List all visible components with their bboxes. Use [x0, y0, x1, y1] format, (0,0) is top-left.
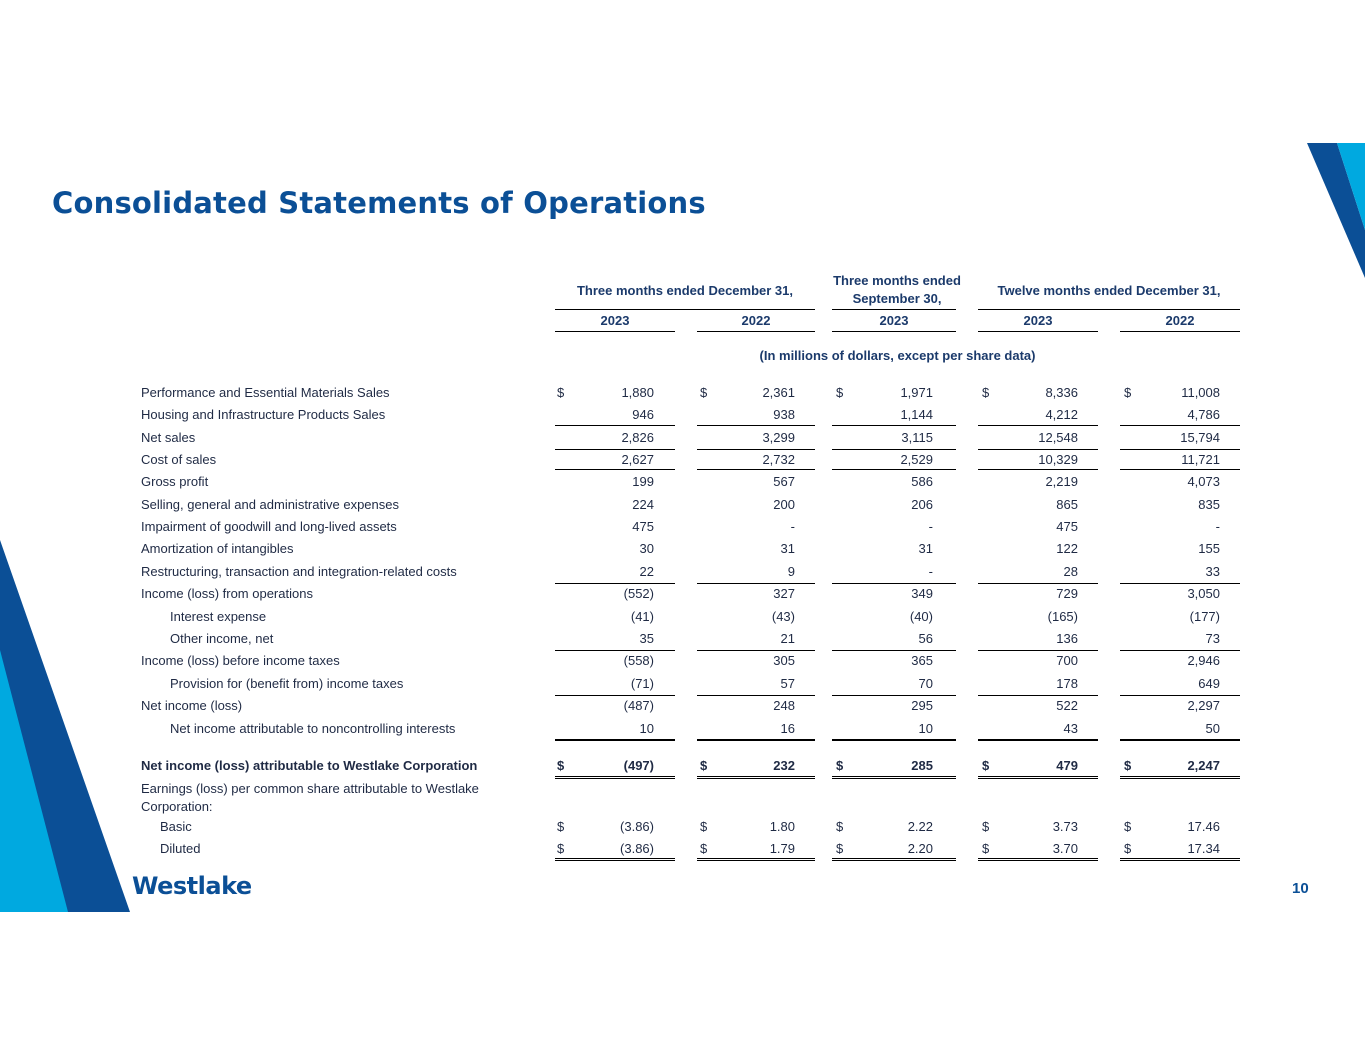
table-cell: 1,880	[621, 385, 654, 400]
dollar-sign: $	[982, 841, 990, 856]
table-cell: 1,971	[900, 385, 933, 400]
table-cell: 17.46	[1187, 819, 1220, 834]
year-col-1: 2023	[600, 313, 630, 328]
dollar-sign: $	[1124, 385, 1132, 400]
row-label: Performance and Essential Materials Sales	[141, 385, 390, 400]
table-cell: 1.80	[769, 819, 795, 834]
header-twelve-months-dec: Twelve months ended December 31,	[997, 283, 1221, 298]
row-label: Housing and Infrastructure Products Sales	[141, 407, 386, 422]
row-rule	[697, 650, 815, 651]
table-cell: 567	[773, 474, 795, 489]
table-cell: 522	[1056, 698, 1078, 713]
table-cell: 4,786	[1187, 407, 1220, 422]
header-rule	[978, 309, 1240, 310]
row-label: Selling, general and administrative expenses	[141, 497, 399, 512]
table-cell: (43)	[771, 609, 795, 624]
year-col-4: 2023	[1023, 313, 1053, 328]
header-rule	[555, 309, 815, 310]
table-cell: 12,548	[1038, 430, 1078, 445]
row-rule	[697, 858, 815, 864]
row-rule	[555, 739, 675, 741]
table-cell: 2,732	[762, 452, 795, 467]
table-cell: 200	[773, 497, 795, 512]
row-rule	[1120, 650, 1240, 651]
year-rule	[832, 331, 956, 332]
table-cell: 22	[639, 564, 654, 579]
dollar-sign: $	[836, 819, 844, 834]
year-rule	[697, 331, 815, 332]
table-cell: 70	[918, 676, 933, 691]
table-cell: 2.20	[907, 841, 933, 856]
dollar-sign: $	[982, 819, 990, 834]
table-cell: 28	[1063, 564, 1078, 579]
table-cell: 248	[773, 698, 795, 713]
row-label: Gross profit	[141, 474, 209, 489]
row-rule	[697, 739, 815, 741]
table-cell: 2,946	[1187, 653, 1220, 668]
dollar-sign: $	[557, 758, 565, 773]
table-cell: 10	[918, 721, 933, 736]
table-cell: 2,247	[1187, 758, 1220, 773]
row-rule	[555, 695, 675, 696]
table-cell: (40)	[909, 609, 933, 624]
table-cell: 835	[1198, 497, 1220, 512]
table-cell: 479	[1056, 758, 1078, 773]
dollar-sign: $	[836, 841, 844, 856]
table-cell: 224	[632, 497, 654, 512]
row-label: Other income, net	[170, 631, 274, 646]
year-rule	[1120, 331, 1240, 332]
dollar-sign: $	[982, 758, 990, 773]
row-rule	[832, 583, 956, 584]
table-cell: 199	[632, 474, 654, 489]
westlake-logo	[132, 872, 252, 900]
dollar-sign: $	[557, 385, 565, 400]
table-cell: 178	[1056, 676, 1078, 691]
row-label: Amortization of intangibles	[141, 541, 294, 556]
eps-label-line2: Corporation:	[141, 799, 213, 814]
table-cell: 35	[639, 631, 654, 646]
eps-row-label: Basic	[160, 819, 192, 834]
row-rule	[1120, 739, 1240, 741]
row-label: Cost of sales	[141, 452, 217, 467]
row-rule	[978, 650, 1098, 651]
table-cell: 10	[639, 721, 654, 736]
row-label: Interest expense	[170, 609, 267, 624]
row-rule	[697, 583, 815, 584]
header-three-months-dec: Three months ended December 31,	[576, 283, 793, 298]
row-rule	[978, 776, 1098, 782]
table-cell: (165)	[1047, 609, 1078, 624]
logo-text: Westlake	[132, 872, 252, 900]
table-cell: 56	[918, 631, 933, 646]
dollar-sign: $	[557, 819, 565, 834]
table-cell: 285	[911, 758, 933, 773]
eps-row-label: Diluted	[160, 841, 201, 856]
row-rule	[832, 449, 956, 450]
table-cell: 17.34	[1187, 841, 1220, 856]
table-cell: 155	[1198, 541, 1220, 556]
table-cell: 9	[787, 564, 795, 579]
table-cell: 136	[1056, 631, 1078, 646]
table-cell: 1,144	[900, 407, 933, 422]
row-rule	[697, 776, 815, 782]
table-cell: 938	[773, 407, 795, 422]
table-cell: 3.73	[1052, 819, 1078, 834]
row-rule	[1120, 449, 1240, 450]
row-rule	[1120, 469, 1240, 470]
row-rule	[555, 583, 675, 584]
row-rule	[555, 449, 675, 450]
table-cell: -	[790, 519, 795, 534]
table-cell: 31	[780, 541, 795, 556]
row-rule	[832, 425, 956, 426]
table-cell: 2.22	[907, 819, 933, 834]
year-col-2: 2022	[741, 313, 771, 328]
row-rule	[1120, 858, 1240, 864]
table-cell: 649	[1198, 676, 1220, 691]
table-cell: (71)	[630, 676, 654, 691]
row-rule	[832, 739, 956, 741]
table-cell: 122	[1056, 541, 1078, 556]
table-cell: 475	[632, 519, 654, 534]
row-rule	[978, 449, 1098, 450]
table-cell: 4,212	[1045, 407, 1078, 422]
page-title: Consolidated Statements of Operations	[52, 186, 706, 220]
table-cell: 11,008	[1181, 385, 1220, 400]
row-rule	[697, 449, 815, 450]
table-cell: 4,073	[1187, 474, 1220, 489]
row-rule	[978, 583, 1098, 584]
table-cell: -	[928, 564, 933, 579]
row-rule	[697, 469, 815, 470]
year-col-3: 2023	[879, 313, 909, 328]
year-col-5: 2022	[1165, 313, 1195, 328]
table-cell: 57	[780, 676, 795, 691]
dollar-sign: $	[557, 841, 565, 856]
dollar-sign: $	[700, 758, 708, 773]
table-cell: 946	[632, 407, 654, 422]
row-rule	[1120, 776, 1240, 782]
dollar-sign: $	[836, 385, 844, 400]
table-cell: (41)	[630, 609, 654, 624]
table-cell: 2,529	[900, 452, 933, 467]
dollar-sign: $	[700, 819, 708, 834]
table-cell: 33	[1205, 564, 1220, 579]
table-cell: 10,329	[1038, 452, 1078, 467]
dollar-sign: $	[700, 385, 708, 400]
table-cell: 16	[780, 721, 795, 736]
row-rule	[978, 858, 1098, 864]
table-cell: 206	[911, 497, 933, 512]
header-three-months-sep-line1: Three months ended	[833, 273, 961, 288]
table-cell: 15,794	[1180, 430, 1220, 445]
row-rule	[555, 469, 675, 470]
table-cell: 475	[1056, 519, 1078, 534]
table-cell: 2,361	[762, 385, 795, 400]
row-rule	[832, 695, 956, 696]
dollar-sign: $	[836, 758, 844, 773]
row-rule	[1120, 425, 1240, 426]
table-cell: (497)	[623, 758, 654, 773]
table-cell: 729	[1056, 586, 1078, 601]
table-cell: 21	[780, 631, 795, 646]
row-label: Income (loss) from operations	[141, 586, 313, 601]
row-rule	[1120, 583, 1240, 584]
table-cell: 30	[639, 541, 654, 556]
row-rule	[832, 469, 956, 470]
year-rule	[978, 331, 1098, 332]
row-rule	[978, 469, 1098, 470]
table-cell: (487)	[623, 698, 654, 713]
table-cell: 349	[911, 586, 933, 601]
table-cell: (3.86)	[620, 841, 654, 856]
row-label: Net income (loss)	[141, 698, 243, 713]
table-cell: 73	[1205, 631, 1220, 646]
row-rule	[978, 739, 1098, 741]
row-rule	[555, 650, 675, 651]
table-cell: 295	[911, 698, 933, 713]
table-cell: (3.86)	[620, 819, 654, 834]
dollar-sign: $	[1124, 841, 1132, 856]
row-label: Net sales	[141, 430, 196, 445]
row-label: Restructuring, transaction and integration-related costs	[141, 564, 457, 579]
row-rule	[1120, 695, 1240, 696]
row-rule	[978, 695, 1098, 696]
table-cell: -	[928, 519, 933, 534]
row-label: Impairment of goodwill and long-lived assets	[141, 519, 397, 534]
table-cell: 1.79	[769, 841, 795, 856]
units-note: (In millions of dollars, except per share data)	[759, 348, 1036, 363]
row-rule	[697, 425, 815, 426]
table-cell: 3,299	[762, 430, 795, 445]
header-rule	[832, 309, 956, 310]
table-cell: 3,115	[901, 430, 933, 445]
header-three-months-sep	[818, 272, 976, 308]
header-three-months-sep-line2: September 30,	[852, 291, 942, 306]
dollar-sign: $	[1124, 758, 1132, 773]
table-cell: 3.70	[1052, 841, 1078, 856]
eps-label-line1: Earnings (loss) per common share attributable to Westlake	[141, 781, 479, 796]
table-cell: 31	[918, 541, 933, 556]
row-label: Net income attributable to noncontrolling interests	[170, 721, 456, 736]
dollar-sign: $	[982, 385, 990, 400]
dollar-sign: $	[1124, 819, 1132, 834]
row-label: Provision for (benefit from) income taxes	[170, 676, 404, 691]
table-cell: 2,627	[621, 452, 654, 467]
row-rule	[555, 425, 675, 426]
table-cell: 700	[1056, 653, 1078, 668]
table-cell: (558)	[623, 653, 654, 668]
row-rule	[978, 425, 1098, 426]
table-cell: 43	[1063, 721, 1078, 736]
table-cell: (177)	[1189, 609, 1220, 624]
table-cell: -	[1215, 519, 1220, 534]
row-rule	[832, 776, 956, 782]
table-cell: 232	[773, 758, 795, 773]
table-cell: 865	[1056, 497, 1078, 512]
table-cell: 305	[773, 653, 795, 668]
table-cell: (552)	[623, 586, 654, 601]
table-cell: 8,336	[1045, 385, 1078, 400]
row-label: Income (loss) before income taxes	[141, 653, 340, 668]
row-rule	[555, 858, 675, 864]
page-number: 10	[1292, 880, 1309, 897]
row-rule	[697, 695, 815, 696]
table-cell: 2,297	[1187, 698, 1220, 713]
table-cell: 2,826	[621, 430, 654, 445]
row-rule	[555, 776, 675, 782]
table-cell: 50	[1205, 721, 1220, 736]
table-cell: 365	[911, 653, 933, 668]
table-cell: 586	[911, 474, 933, 489]
row-rule	[832, 650, 956, 651]
table-cell: 3,050	[1187, 586, 1220, 601]
dollar-sign: $	[700, 841, 708, 856]
table-cell: 2,219	[1045, 474, 1078, 489]
row-rule	[832, 858, 956, 864]
row-label: Net income (loss) attributable to Westlake Corporation	[141, 758, 478, 773]
table-cell: 327	[773, 586, 795, 601]
table-cell: 11,721	[1181, 452, 1220, 467]
year-rule	[555, 331, 675, 332]
